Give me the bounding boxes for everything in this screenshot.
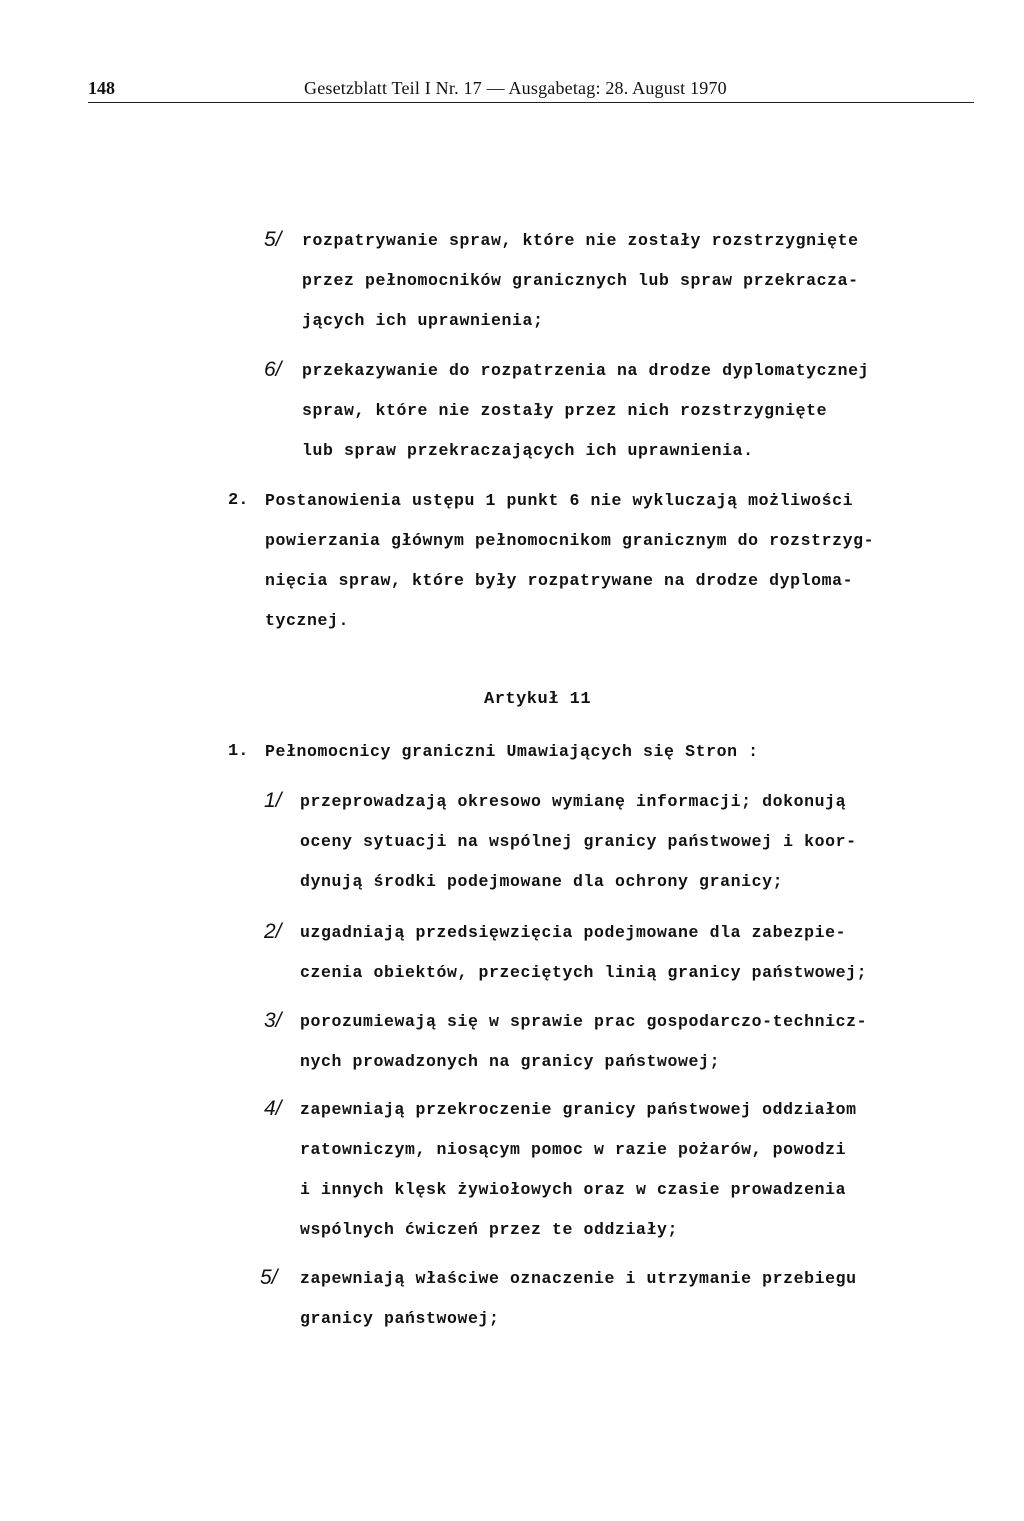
text-line: dynują środki podejmowane dla ochrony granicy; <box>300 872 784 891</box>
gazette-title: Gesetzblatt Teil I Nr. 17 — Ausgabetag: 28. August 1970 <box>304 78 727 98</box>
text-line: przez pełnomocników granicznych lub spraw przekracza- <box>302 271 859 290</box>
paragraph-number: 2. <box>228 491 249 510</box>
text-line: nych prowadzonych na granicy państwowej; <box>300 1052 721 1071</box>
text-line: ratowniczym, niosącym pomoc w razie pożarów, powodzi <box>300 1140 847 1159</box>
text-line: spraw, które nie zostały przez nich rozstrzygnięte <box>302 401 828 420</box>
item-marker: 3/ <box>264 1009 282 1032</box>
text-line: wspólnych ćwiczeń przez te oddziały; <box>300 1220 679 1239</box>
text-line: przekazywanie do rozpatrzenia na drodze dyplomatycznej <box>302 361 870 380</box>
item-marker: 5/ <box>260 1266 278 1289</box>
header-rule <box>88 102 974 103</box>
text-line: i innych klęsk żywiołowych oraz w czasie prowadzenia <box>300 1180 847 1199</box>
text-line: oceny sytuacji na wspólnej granicy państwowej i koor- <box>300 832 857 851</box>
item-marker: 1/ <box>264 789 282 812</box>
text-line: tycznej. <box>265 611 350 630</box>
article-heading: Artykuł 11 <box>484 690 592 709</box>
text-line: powierzania głównym pełnomocnikom granicznym do rozstrzyg- <box>265 531 875 550</box>
paragraph-number: 1. <box>228 742 249 761</box>
text-line: czenia obiektów, przeciętych linią granicy państwowej; <box>300 963 868 982</box>
text-line: zapewniają przekroczenie granicy państwowej oddziałom <box>300 1100 857 1119</box>
text-line: jących ich uprawnienia; <box>302 311 544 330</box>
item-marker: 6/ <box>264 358 282 381</box>
text-line: Postanowienia ustępu 1 punkt 6 nie wykluczają możliwości <box>265 491 854 510</box>
text-line: nięcia spraw, które były rozpatrywane na drodze dyplomа- <box>265 571 854 590</box>
item-marker: 5/ <box>264 228 282 251</box>
text-line: Pełnomocnicy graniczni Umawiających się Stron : <box>265 742 759 761</box>
page-number: 148 <box>88 78 115 98</box>
text-line: zapewniają właściwe oznaczenie i utrzymanie przebiegu <box>300 1269 857 1288</box>
item-marker: 4/ <box>264 1097 282 1120</box>
item-marker: 2/ <box>264 920 282 943</box>
text-line: lub spraw przekraczających ich uprawnienia. <box>302 441 754 460</box>
text-line: przeprowadzają okresowo wymianę informacji; dokonują <box>300 792 847 811</box>
running-header <box>88 74 974 104</box>
text-line: granicy państwowej; <box>300 1309 500 1328</box>
text-line: rozpatrywanie spraw, które nie zostały rozstrzygnięte <box>302 231 859 250</box>
text-line: porozumiewają się w sprawie prac gospodarczo-technicz- <box>300 1012 868 1031</box>
text-line: uzgadniają przedsięwzięcia podejmowane dla zabezpie- <box>300 923 847 942</box>
